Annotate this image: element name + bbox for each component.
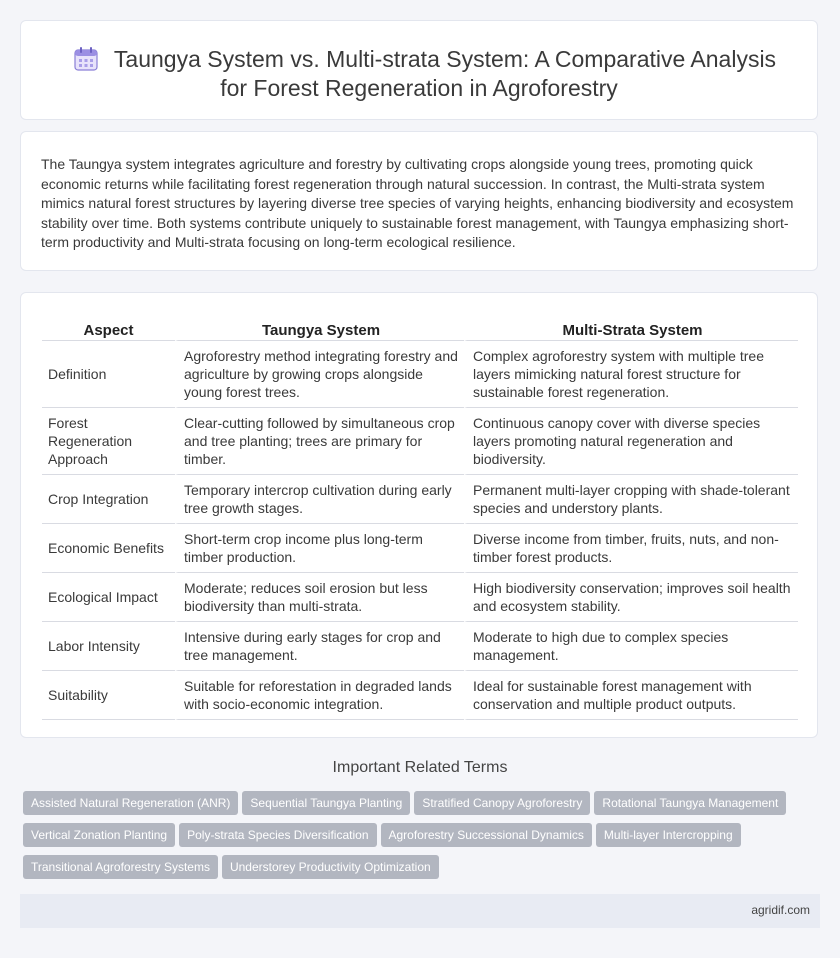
header-taungya: Taungya System [175,315,464,341]
header-aspect: Aspect [42,315,175,341]
row-taungya: Short-term crop income plus long-term timber production. [175,524,464,573]
row-aspect: Forest Regeneration Approach [42,408,175,475]
row-aspect: Labor Intensity [42,622,175,671]
header-card [20,20,818,120]
related-term-tag[interactable]: Assisted Natural Regeneration (ANR) [23,791,238,815]
related-term-tag[interactable]: Vertical Zonation Planting [23,823,175,847]
footer-site-link[interactable]: agridif.com [751,903,810,917]
header-multistrata: Multi-Strata System [464,315,798,341]
table-row [42,671,798,720]
related-terms-title: Important Related Terms [332,759,508,776]
row-taungya: Agroforestry method integrating forestry and agriculture by growing crops alongside young forest trees. [175,341,464,408]
row-aspect: Crop Integration [42,475,175,524]
related-term-tag[interactable]: Poly-strata Species Diversification [179,823,376,847]
related-term-tag[interactable]: Stratified Canopy Agroforestry [414,791,590,815]
table-row [42,524,798,573]
page-title: Taungya System vs. Multi-strata System: A Comparative Analysis for Forest Regeneration in Agroforestry [113,46,777,101]
row-taungya: Moderate; reduces soil erosion but less biodiversity than multi-strata. [175,573,464,622]
summary-card [20,131,818,271]
row-multistrata: Diverse income from timber, fruits, nuts, and non-timber forest products. [464,524,798,573]
row-multistrata: Ideal for sustainable forest management with conservation and multiple product outputs. [464,671,798,720]
row-taungya: Suitable for reforestation in degraded lands with socio-economic integration. [175,671,464,720]
comparison-card [20,292,818,738]
table-row [42,622,798,671]
row-taungya: Temporary intercrop cultivation during early tree growth stages. [175,475,464,524]
table-row [42,573,798,622]
related-term-tag[interactable]: Rotational Taungya Management [594,791,786,815]
related-terms-list [23,791,803,887]
table-row [42,341,798,408]
row-aspect: Economic Benefits [42,524,175,573]
row-aspect: Ecological Impact [42,573,175,622]
row-multistrata: Permanent multi-layer cropping with shade-tolerant species and understory plants. [464,475,798,524]
table-row [42,408,798,475]
row-taungya: Clear-cutting followed by simultaneous crop and tree planting; trees are primary for timber. [175,408,464,475]
summary-text: The Taungya system integrates agriculture and forestry by cultivating crops alongside young trees, promoting quick economic returns while facilitating forest regeneration through natural succession. In contrast, the Multi-strata system mimics natural forest structures by layering diverse tree species of varying heights, enhancing biodiversity and ecosystem stability over time. Both systems contribute uniquely to sustainable forest management, with Taungya emphasizing short-term productivity and Multi-strata focusing on long-term ecological resilience. [41,156,794,251]
footer-bar [20,894,820,928]
row-multistrata: Complex agroforestry system with multiple tree layers mimicking natural forest structure for sustainable forest regeneration. [464,341,798,408]
row-aspect: Definition [42,341,175,408]
row-multistrata: Continuous canopy cover with diverse species layers promoting natural regeneration and biodiversity. [464,408,798,475]
table-header-row [42,315,798,341]
row-multistrata: Moderate to high due to complex species management. [464,622,798,671]
related-term-tag[interactable]: Sequential Taungya Planting [242,791,410,815]
row-aspect: Suitability [42,671,175,720]
comparison-table [42,315,798,720]
row-taungya: Intensive during early stages for crop and tree management. [175,622,464,671]
related-term-tag[interactable]: Agroforestry Successional Dynamics [381,823,592,847]
related-term-tag[interactable]: Understorey Productivity Optimization [222,855,439,879]
row-multistrata: High biodiversity conservation; improves soil health and ecosystem stability. [464,573,798,622]
related-term-tag[interactable]: Transitional Agroforestry Systems [23,855,218,879]
table-row [42,475,798,524]
related-term-tag[interactable]: Multi-layer Intercropping [596,823,741,847]
